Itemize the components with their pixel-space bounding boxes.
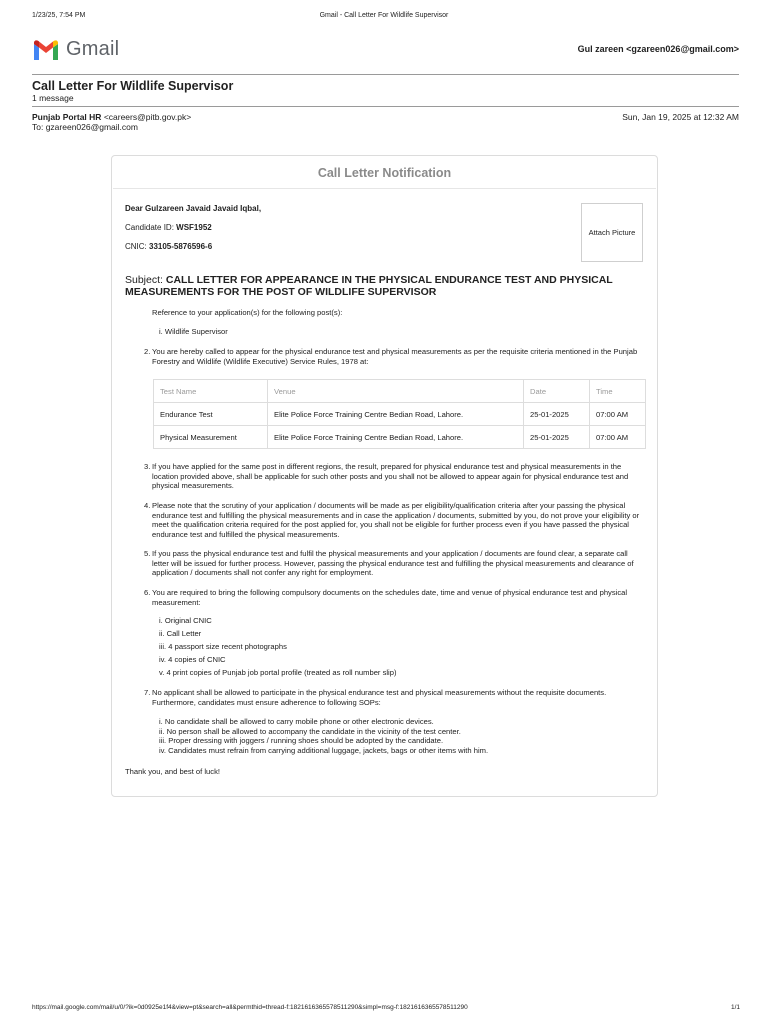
sender-name: Punjab Portal HR <box>32 112 102 122</box>
letter-title: Call Letter Notification <box>317 166 452 180</box>
table-cell: 07:00 AM <box>590 403 646 426</box>
reference-text: Reference to your application(s) for the following post(s): <box>152 308 343 317</box>
email-date: Sun, Jan 19, 2025 at 12:32 AM <box>622 112 739 122</box>
table-cell: Physical Measurement <box>154 426 268 449</box>
paragraph-3: 3. If you have applied for the same post in different regions, the result, prepared for physical endurance test and physical measurements in the location provided above, shall be applicable for such other posts and you shall not be allowed to appear again for physical endurance test and physical measurements. <box>144 462 629 491</box>
table-header-row <box>154 380 646 403</box>
table-cell: 25-01-2025 <box>524 426 590 449</box>
closing-text: Thank you, and best of luck! <box>125 767 220 776</box>
page-number: 1/1 <box>730 1004 740 1011</box>
document-item: iv. 4 copies of CNIC <box>159 655 226 664</box>
column-header: Date <box>524 380 590 403</box>
paragraph-6: 6. You are required to bring the following compulsory documents on the schedules date, time and venue of physical endurance test and physical measurement: <box>144 588 628 607</box>
email-subject: Call Letter For Wildlife Supervisor <box>32 79 234 93</box>
greeting: Dear Gulzareen Javaid Javaid Iqbal, <box>125 204 262 213</box>
column-header: Test Name <box>154 380 268 403</box>
post-item: i. Wildlife Supervisor <box>159 327 228 336</box>
paragraph-5: 5. If you pass the physical endurance test and fulfil the physical measurements and your application / documents are found clear, a separate call letter will be issued for further process. However, passing the physical endurance test and fulfilling the physical measurements and clearance of application / documents shall not confer any right for employment. <box>144 549 634 578</box>
paragraph-2: 2. You are hereby called to appear for the physical endurance test and physical measurements as per the requisite criteria mentioned in the Punjab Forestry and Wildlife (Wildlife Executive) Service Rules, 1978 at: <box>144 347 638 366</box>
divider <box>32 106 739 107</box>
column-header: Time <box>590 380 646 403</box>
letter-subject: Subject: CALL LETTER FOR APPEARANCE IN THE PHYSICAL ENDURANCE TEST AND PHYSICAL MEASUREMENTS FOR THE POST OF WILDLIFE SUPERVISOR <box>125 274 613 298</box>
letter-card <box>111 155 658 797</box>
cnic: CNIC: 33105-5876596-6 <box>125 242 213 251</box>
table-cell: Endurance Test <box>154 403 268 426</box>
print-datetime: 1/23/25, 7:54 PM <box>32 12 86 19</box>
sop-item: i. No candidate shall be allowed to carry mobile phone or other electronic devices. <box>159 717 434 726</box>
paragraph-4: 4. Please note that the scrutiny of your application / documents will be made as per eligibility/qualification criteria after your passing the physical endurance test and fulfilling the physical measurements and in case the application / documents, submitted by you, do not prove your eligibility or meet the qualification criteria required for the post applied for, you shall not be eligible for further process even if you have passed the physical endurance test and fulfilled the physical measurements. <box>144 501 640 539</box>
recipient: To: gzareen026@gmail.com <box>32 122 138 132</box>
document-item: ii. Call Letter <box>159 629 202 638</box>
table-cell: 07:00 AM <box>590 426 646 449</box>
table-row <box>154 426 646 449</box>
sender <box>32 112 191 122</box>
paragraph-7: 7. No applicant shall be allowed to participate in the physical endurance test and physical measurements without the requisite documents. Furthermore, candidates must ensure adherence to following SOPs: <box>144 688 607 707</box>
sop-item: iii. Proper dressing with joggers / running shoes should be adopted by the candidate. <box>159 736 444 745</box>
attach-picture-box: Attach Picture <box>581 203 643 262</box>
document-item: i. Original CNIC <box>159 616 212 625</box>
table-cell: Elite Police Force Training Centre Bedian Road, Lahore. <box>268 403 524 426</box>
table-cell: Elite Police Force Training Centre Bedian Road, Lahore. <box>268 426 524 449</box>
message-count: 1 message <box>32 93 74 103</box>
divider <box>32 74 739 75</box>
account-label: Gul zareen <gzareen026@gmail.com> <box>577 44 739 54</box>
sop-item: iv. Candidates must refrain from carrying additional luggage, jackets, bags or other items with him. <box>159 745 489 755</box>
gmail-m-icon <box>32 39 60 60</box>
document-item: iii. 4 passport size recent photographs <box>159 642 287 651</box>
title-divider <box>113 188 656 189</box>
print-title: Gmail - Call Letter For Wildlife Supervisor <box>319 12 449 19</box>
document-item: v. 4 print copies of Punjab job portal profile (treated as roll number slip) <box>159 668 397 677</box>
sender-address: <careers@pitb.gov.pk> <box>103 112 192 122</box>
column-header: Venue <box>268 380 524 403</box>
sop-item: ii. No person shall be allowed to accompany the candidate in the vicinity of the test center. <box>159 726 461 736</box>
schedule-table <box>153 379 646 449</box>
candidate-id: Candidate ID: WSF1952 <box>125 223 212 232</box>
gmail-logo[interactable] <box>32 37 119 61</box>
print-url: https://mail.google.com/mail/u/0/?ik=0d0925e1f4&view=pt&search=all&permthid=thread-f:1821616365578511290&simpl=msg-f:1821616365578511290 <box>32 1004 468 1011</box>
gmail-wordmark: Gmail <box>66 37 120 60</box>
table-row <box>154 403 646 426</box>
table-cell: 25-01-2025 <box>524 403 590 426</box>
